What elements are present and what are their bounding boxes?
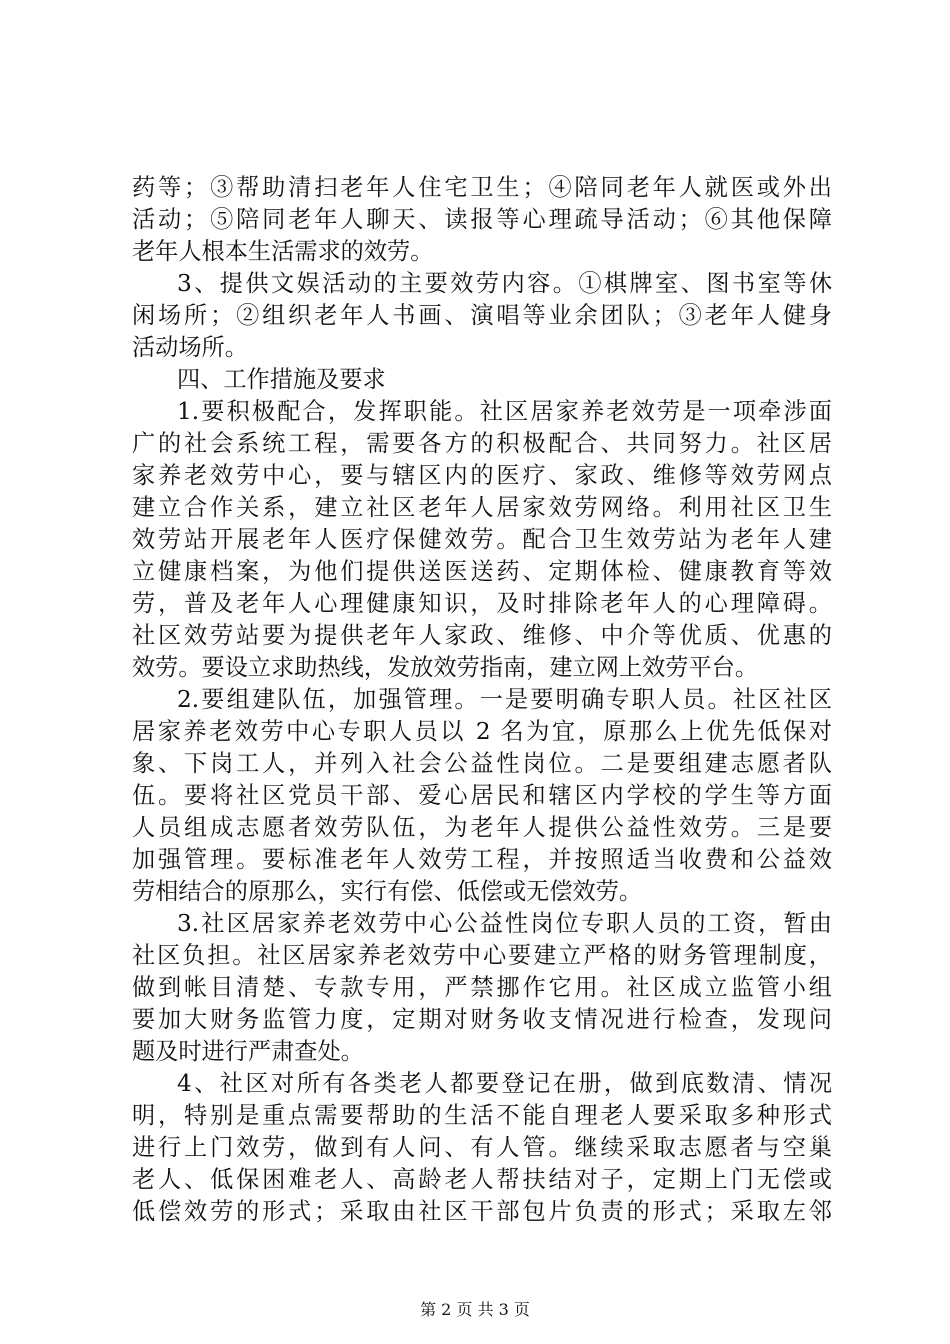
text-line: 明，特别是重点需要帮助的生活不能自理老人要采取多种形式 (132, 1102, 832, 1129)
text-line: 老年人根本生活需求的效劳。 (132, 238, 434, 265)
text-line: 3、提供文娱活动的主要效劳内容。①棋牌室、图书室等休 (177, 270, 832, 297)
text-line: 居家养老效劳中心专职人员以 2 名为宜，原那么上优先低保对 (132, 718, 832, 745)
text-line: 低偿效劳的形式；采取由社区干部包片负责的形式；采取左邻 (132, 1198, 832, 1225)
text-line: 劳相结合的原那么，实行有偿、低偿或无偿效劳。 (132, 878, 643, 905)
text-line: 做到帐目清楚、专款专用，严禁挪作它用。社区成立监管小组 (132, 974, 832, 1001)
text-line: 象、下岗工人，并列入社会公益性岗位。二是要组建志愿者队 (132, 750, 832, 777)
text-line: 人员组成志愿者效劳队伍，为老年人提供公益性效劳。三是要 (132, 814, 832, 841)
text-line: 闲场所；②组织老年人书画、演唱等业余团队；③老年人健身 (132, 302, 832, 329)
text-line: 活动；⑤陪同老年人聊天、读报等心理疏导活动；⑥其他保障 (132, 206, 832, 233)
text-line: 广的社会系统工程，需要各方的积极配合、共同努力。社区居 (132, 430, 832, 457)
text-line: 社区负担。社区居家养老效劳中心要建立严格的财务管理制度， (132, 942, 832, 969)
text-line: 社区效劳站要为提供老年人家政、维修、中介等优质、优惠的 (132, 622, 832, 649)
text-line: 要加大财务监管力度，定期对财务收支情况进行检查，发现问 (132, 1006, 832, 1033)
page-footer: 第 2 页 共 3 页 (420, 1300, 530, 1319)
text-line: 劳，普及老年人心理健康知识，及时排除老年人的心理障碍。 (132, 590, 832, 617)
text-line: 1.要积极配合，发挥职能。社区居家养老效劳是一项牵涉面 (177, 398, 832, 425)
text-line: 进行上门效劳，做到有人问、有人管。继续采取志愿者与空巢 (132, 1134, 832, 1161)
text-line: 2.要组建队伍，加强管理。一是要明确专职人员。社区社区 (177, 686, 832, 713)
text-line: 3.社区居家养老效劳中心公益性岗位专职人员的工资，暂由 (177, 910, 832, 937)
text-line: 药等；③帮助清扫老年人住宅卫生；④陪同老年人就医或外出 (132, 174, 832, 201)
text-line: 效劳站开展老年人医疗保健效劳。配合卫生效劳站为老年人建 (132, 526, 832, 553)
text-line: 题及时进行严肃查处。 (132, 1038, 364, 1065)
text-line: 活动场所。 (132, 334, 248, 361)
text-line: 加强管理。要标准老年人效劳工程，并按照适当收费和公益效 (132, 846, 832, 873)
text-line: 伍。要将社区党员干部、爱心居民和辖区内学校的学生等方面 (132, 782, 832, 809)
text-line: 建立合作关系，建立社区老年人居家效劳网络。利用社区卫生 (132, 494, 832, 521)
text-line: 效劳。要设立求助热线，发放效劳指南，建立网上效劳平台。 (132, 654, 759, 681)
text-line: 4、社区对所有各类老人都要登记在册，做到底数清、情况 (177, 1070, 832, 1097)
text-line: 老人、低保困难老人、高龄老人帮扶结对子，定期上门无偿或 (132, 1166, 832, 1193)
text-line: 立健康档案，为他们提供送医送药、定期体检、健康教育等效 (132, 558, 832, 585)
section-heading: 四、工作措施及要求 (177, 366, 386, 393)
document-body (132, 172, 832, 1228)
text-line: 家养老效劳中心，要与辖区内的医疗、家政、维修等效劳网点 (132, 462, 832, 489)
